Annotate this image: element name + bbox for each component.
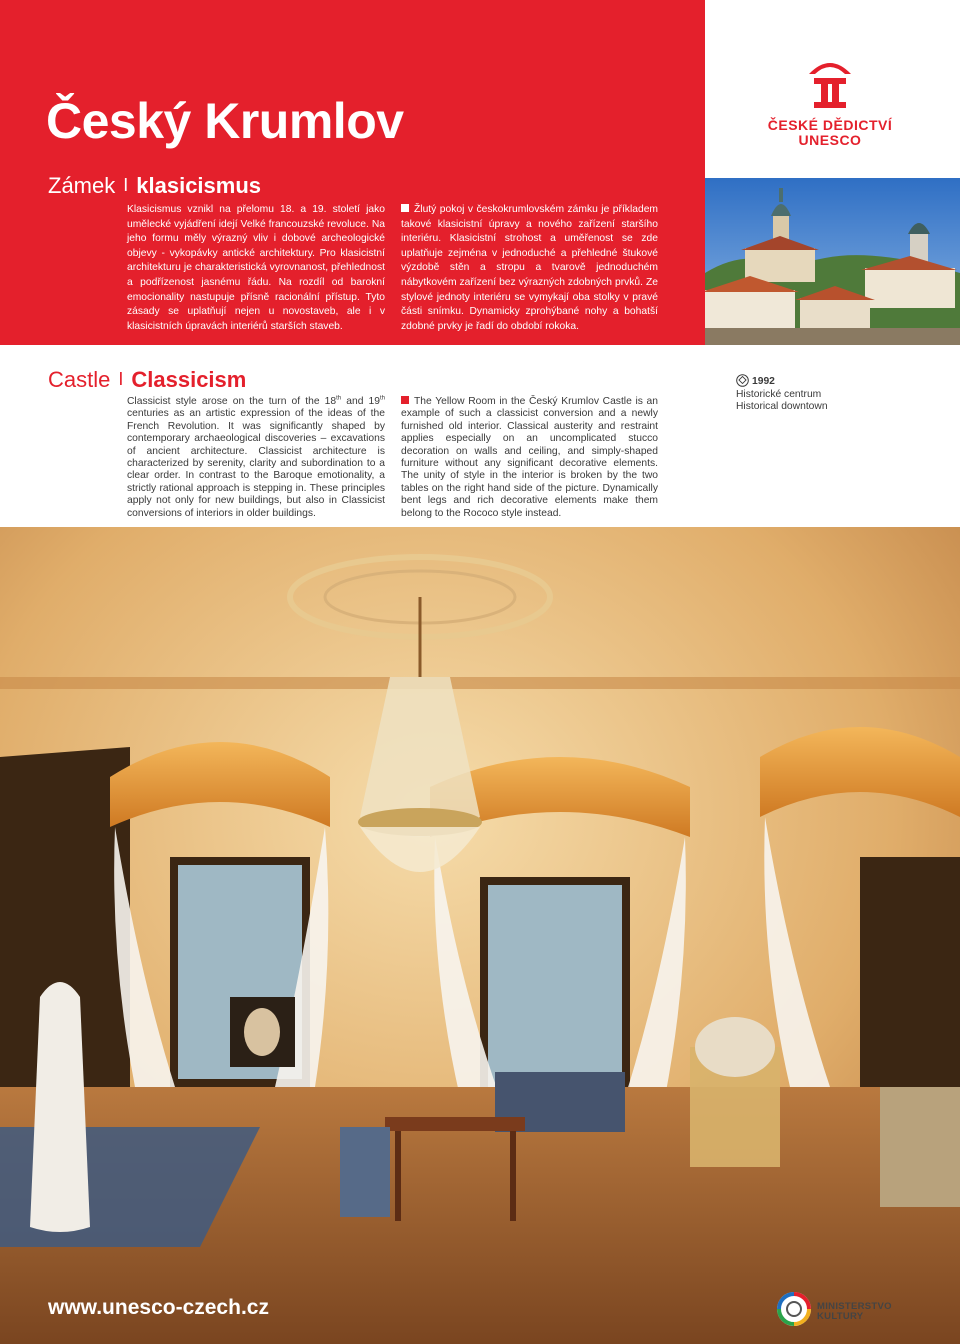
ceske-dedictvi-unesco-logo (760, 56, 900, 148)
inscription-label-en: Historical downtown (736, 401, 828, 412)
english-heading-separator: I (118, 369, 124, 389)
website-link[interactable]: www.unesco-czech.cz (48, 1296, 269, 1319)
world-heritage-icon (736, 374, 749, 387)
page-subtitle (48, 173, 261, 199)
logo-line1: ČESKÉ DĚDICTVÍ (767, 117, 893, 133)
english-text-col1 (127, 396, 385, 520)
ministry-of-culture-logo (775, 1290, 925, 1336)
logo-line2: UNESCO (798, 132, 862, 148)
english-heading-light: Castle (48, 367, 111, 392)
english-text-part: and 19 (341, 396, 380, 407)
superscript: th (336, 395, 342, 402)
czech-text-col2 (401, 203, 658, 334)
english-text-col2-body: The Yellow Room in the Český Krumlov Castle is an example of such a classicist conversion and a newly furnished old interior. Classical austerity and restraint applies especially on an uncomplicated stucco decoration on walls and ceiling, and simply-shaped furniture without any significant decorative elements. The unity of style in the interior is broken by the two tables on the right hand side of the picture. Dynamically bent legs and rich decorative elements make them belong to the Rococo style instead. (401, 396, 658, 519)
english-text-part: Classicist style arose on the turn of the 18 (127, 396, 337, 407)
inscription-year: 1992 (752, 376, 775, 387)
inscription-label-cz: Historické centrum (736, 388, 822, 400)
subtitle-bold: klasicismus (136, 173, 262, 198)
english-heading-bold: Classicism (131, 367, 247, 392)
ministry-line1: MINISTERSTVO (817, 1301, 892, 1312)
page-title: Český Krumlov (46, 93, 404, 149)
czech-text-col2-body: Žlutý pokoj v českokrumlovském zámku je příkladem takové klasicistní úpravy a nového zařízení staršího interiéru. Klasicistní strohost a uměřenost se zde uplatňuje zejména v jednoduché a přehledné štukové výzdobě stěn a stropu a tvarově jednoduchém nábytkovém zařízení bez výrazných zdobných prvků. Ze stylové jednoty interiéru se vymykají oba stolky v pravé části snímku. Dynamicky zprohýbané nohy a bohatší zdobné prvky je řadí do období rokoka. (401, 204, 658, 332)
ministry-line2: KULTURY (817, 1311, 864, 1322)
bullet-square-icon (401, 396, 409, 404)
czech-text-col1: Klasicismus vznikl na přelomu 18. a 19. století jako umělecké vyjádření idejí Velké francouzské revoluce. Na jeho formu měly výrazný vliv i dobové archeologické objevy - vykopávky antické architektury. Pro klasicistní architekturu je charakteristická vyrovnanost, přehlednost a podřízenost jasnému řádu. Na rozdíl od barokní emocionality nastupuje přísně racionální přístup. Tyto zásady se uplatňují nejen u novostaveb, ale i v klasicistních úpravách interiérů starších staveb. (127, 204, 385, 332)
english-text-part: centuries as an artistic expression of the ideas of the French Revolution. It was significantly shaped by contemporary archaeological discoveries – excavations of ancient architecture. Classicist architecture is characterized by serenity, clarity and subordination to a clear order. In contrast to the Baroque emotionality, a strictly rational approach is stepping in. These principles apply not only for new buildings, but also in Classicist conversions of interiors in older buildings. (127, 408, 385, 519)
english-heading (48, 367, 246, 393)
ministry-logo-icon (775, 1290, 813, 1328)
castle-photo (705, 178, 960, 345)
superscript: th (379, 395, 385, 402)
subtitle-light: Zámek (48, 173, 116, 198)
english-text-col2 (401, 396, 658, 520)
bullet-square-icon (401, 204, 409, 212)
unesco-inscription (736, 374, 828, 414)
subtitle-separator: I (123, 175, 129, 195)
yellow-room-photo (0, 527, 960, 1344)
unesco-emblem-icon (805, 56, 855, 110)
